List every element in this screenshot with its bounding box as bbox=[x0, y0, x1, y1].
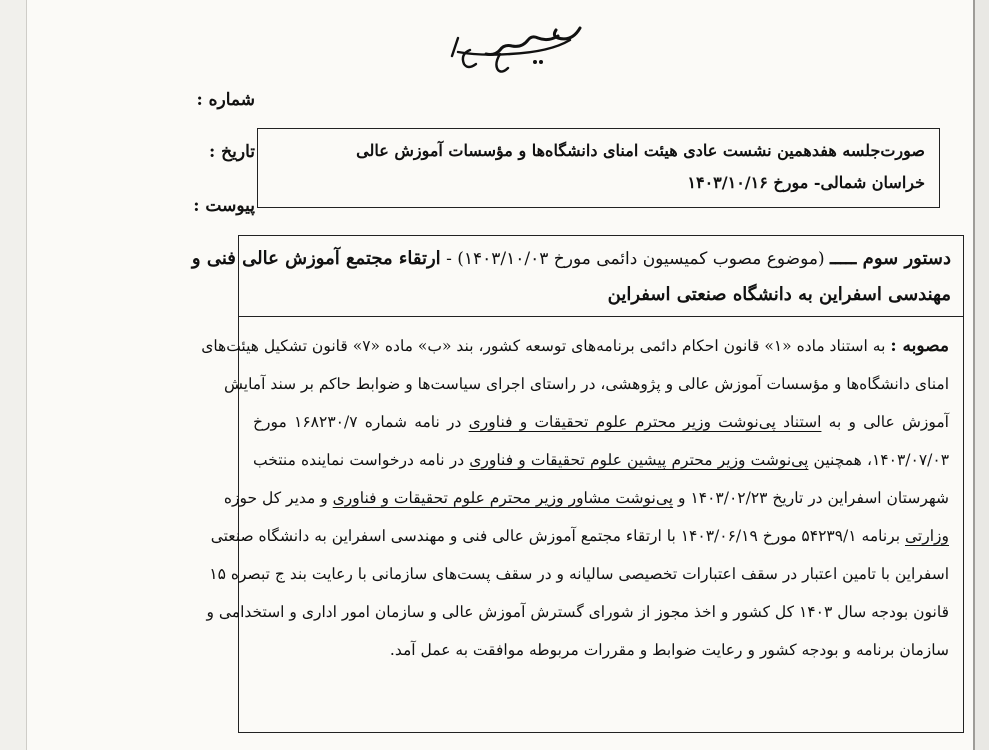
resolution-line7: اسفراین با تامین اعتبار در سقف اعتبارات تخصیصی سالیانه و در سقف پست‌های سازمانی با رعایت بند ج تبصره ۱۵ bbox=[209, 565, 949, 583]
resolution-label: مصوبه : bbox=[890, 336, 949, 356]
agenda-heading-part1: ارتقاء مجتمع آموزش عالی فنی و bbox=[191, 248, 441, 269]
resolution-body bbox=[201, 317, 964, 733]
agenda-label: دستور سوم ـــــ bbox=[830, 248, 951, 269]
agenda-subject: (موضوع مصوب کمیسیون دائمی مورخ ۱۴۰۳/۱۰/۰۳) - bbox=[446, 249, 825, 269]
resolution-line1: به استناد ماده «۱» قانون احکام دائمی برنامه‌های توسعه کشور، بند «ب» ماده «۷» قانون تشکیل هیئت‌های bbox=[201, 337, 886, 355]
agenda-box bbox=[191, 235, 964, 317]
resolution-line8: قانون بودجه سال ۱۴۰۳ کل کشور و اخذ مجوز از شورای گسترش آموزش عالی و سازمان امور اداری و استخدامی و bbox=[206, 603, 949, 621]
resolution-line2: امنای دانشگاه‌ها و مؤسسات آموزش عالی و پژوهشی، در راستای اجرای سیاست‌ها و ضوابط حاکم بر سند آمایش bbox=[224, 375, 949, 393]
resolution-line5a: شهرستان اسفراین در تاریخ ۱۴۰۳/۰۲/۲۳ و bbox=[678, 489, 949, 507]
resolution-line4b: در نامه درخواست نماینده منتخب bbox=[253, 451, 465, 469]
resolution-line4-underlined: پی‌نوشت وزیر محترم پیشین علوم تحقیقات و فناوری bbox=[469, 451, 809, 469]
resolution-line3-underlined: استناد پی‌نوشت وزیر محترم علوم تحقیقات و فناوری bbox=[468, 413, 822, 431]
meeting-title-box bbox=[257, 128, 940, 208]
meeting-title-line2: خراسان شمالی- مورخ ۱۴۰۳/۱۰/۱۶ bbox=[687, 173, 925, 192]
resolution-line9: سازمان برنامه و بودجه کشور و رعایت ضوابط و مقررات مربوطه موافقت به عمل آمد. bbox=[389, 641, 949, 659]
resolution-line5b: و مدیر کل حوزه bbox=[223, 489, 328, 507]
meeting-title-line1: صورت‌جلسه هفدهمین نشست عادی هیئت امنای دانشگاه‌ها و مؤسسات آموزش عالی bbox=[356, 141, 925, 160]
resolution-line6-underlined: وزارتی bbox=[905, 527, 949, 545]
agenda-heading-part2: مهندسی اسفراین به دانشگاه صنعتی اسفراین bbox=[607, 284, 951, 305]
resolution-line3a: آموزش عالی و به bbox=[828, 413, 949, 431]
basmala-calligraphy bbox=[440, 10, 590, 80]
resolution-line5-underlined: پی‌نوشت مشاور وزیر محترم علوم تحقیقات و فناوری bbox=[332, 489, 674, 507]
resolution-line4a: ۱۴۰۳/۰۷/۰۳، همچنین bbox=[813, 451, 950, 469]
resolution-line3b: در نامه شماره ۱۶۸۲۳۰/۷ مورخ bbox=[253, 413, 462, 431]
date-label: تاریخ : bbox=[208, 142, 255, 162]
page-edge-right bbox=[973, 0, 989, 750]
page-edge-left bbox=[0, 0, 27, 750]
resolution-line6b: برنامه ۵۴۲۳۹/۱ مورخ ۱۴۰۳/۰۶/۱۹ با ارتقاء مجتمع آموزش عالی فنی و مهندسی اسفراین به دانشگاه صنعتی bbox=[210, 527, 901, 545]
agenda-line1 bbox=[191, 241, 951, 277]
number-label: شماره : bbox=[196, 90, 255, 110]
attachment-label: پیوست : bbox=[193, 196, 255, 216]
